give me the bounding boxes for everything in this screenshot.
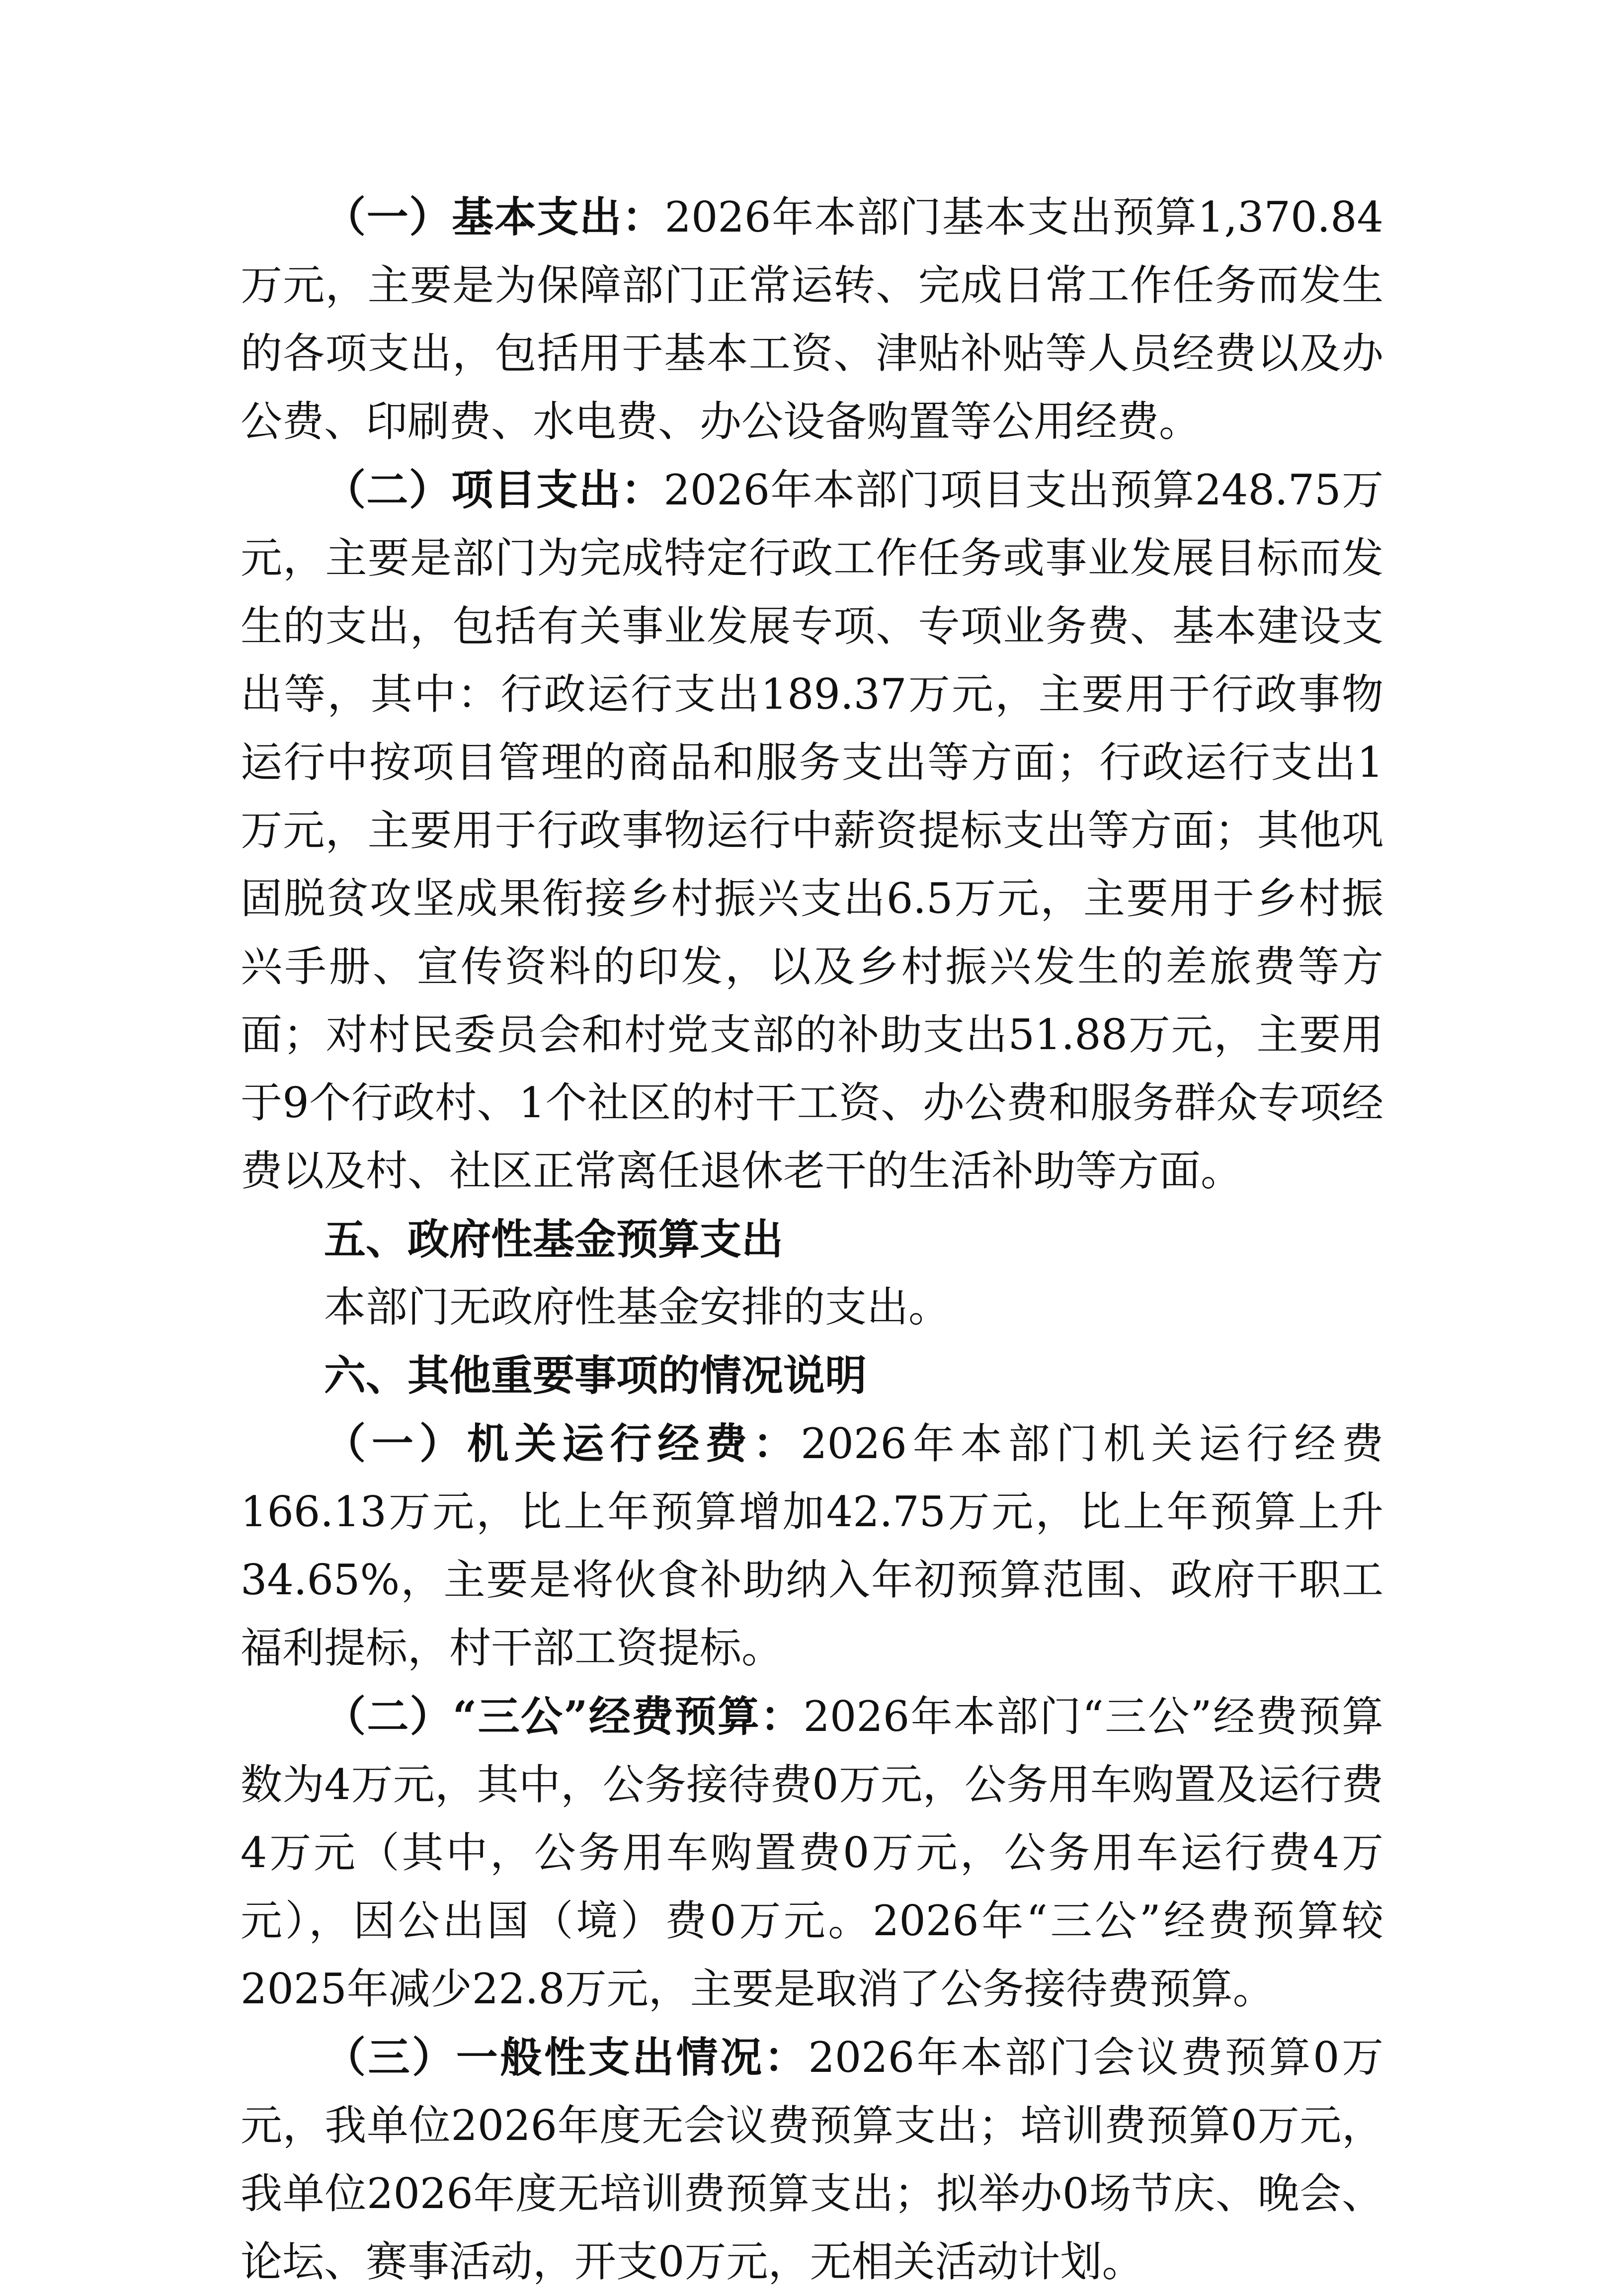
paragraph-text: 2026年本部门会议费预算0万元，我单位2026年度无会议费预算支出；培训费预算0万元，我单位2026年度无培训费预算支出；拟举办0场节庆、晚会、论坛、赛事活动，开支0万元，无相关活动计划。: [241, 2033, 1383, 2286]
paragraph-text: 本部门无政府性基金安排的支出。: [324, 1283, 951, 1331]
section-heading-government-fund: 五、政府性基金预算支出: [324, 1215, 784, 1264]
paragraph-government-fund: [241, 1273, 1383, 1341]
paragraph-text: 2026年本部门项目支出预算248.75万元，主要是部门为完成特定行政工作任务或事业发展目标而发生的支出，包括有关事业发展专项、专项业务费、基本建设支出等，其中：行政运行支出189.37万元，主要用于行政事物运行中按项目管理的商品和服务支出等方面；行政运行支出1万元，主要用于行政事物运行中薪资提标支出等方面；其他巩固脱贫攻坚成果衔接乡村振兴支出6.5万元，主要用于乡村振兴手册、宣传资料的印发，以及乡村振兴发生的差旅费等方面；对村民委员会和村党支部的补助支出51.88万元，主要用于9个行政村、1个社区的村干工资、办公费和服务群众专项经费以及村、社区正常离任退休老干的生活补助等方面。: [241, 466, 1383, 1195]
paragraph-lead: （二）“三公”经费预算：: [324, 1692, 804, 1741]
paragraph-text: 2026年本部门机关运行经费166.13万元，比上年预算增加42.75万元，比上年预算上升34.65%，主要是将伙食补助纳入年初预算范围、政府干职工福利提标，村干部工资提标。: [241, 1419, 1383, 1672]
paragraph-lead: （一）基本支出：: [324, 192, 665, 242]
paragraph-project-expenditure: [241, 456, 1383, 1205]
paragraph-text: 2026年本部门基本支出预算1,370.84万元，主要是为保障部门正常运转、完成日常工作任务而发生的各项支出，包括用于基本工资、津贴补贴等人员经费以及办公费、印刷费、水电费、办公设备购置等公用经费。: [241, 193, 1383, 446]
document-page: [241, 183, 1383, 2296]
paragraph-lead: （二）项目支出：: [324, 465, 664, 514]
section-heading-other-matters: 六、其他重要事项的情况说明: [324, 1351, 867, 1400]
paragraph-general-expenses: [241, 2023, 1383, 2296]
paragraph-basic-expenditure: [241, 183, 1383, 456]
paragraph-lead: （三）一般性支出情况：: [324, 2033, 809, 2082]
paragraph-three-public-expenses: [241, 1682, 1383, 2023]
paragraph-text: 2026年本部门“三公”经费预算数为4万元，其中，公务接待费0万元，公务用车购置及运行费4万元（其中，公务用车购置费0万元，公务用车运行费4万元），因公出国（境）费0万元。2026年“三公”经费预算较2025年减少22.8万元，主要是取消了公务接待费预算。: [241, 1692, 1383, 2013]
paragraph-operating-expenses: [241, 1409, 1383, 1682]
paragraph-lead: （一）机关运行经费：: [324, 1419, 801, 1468]
